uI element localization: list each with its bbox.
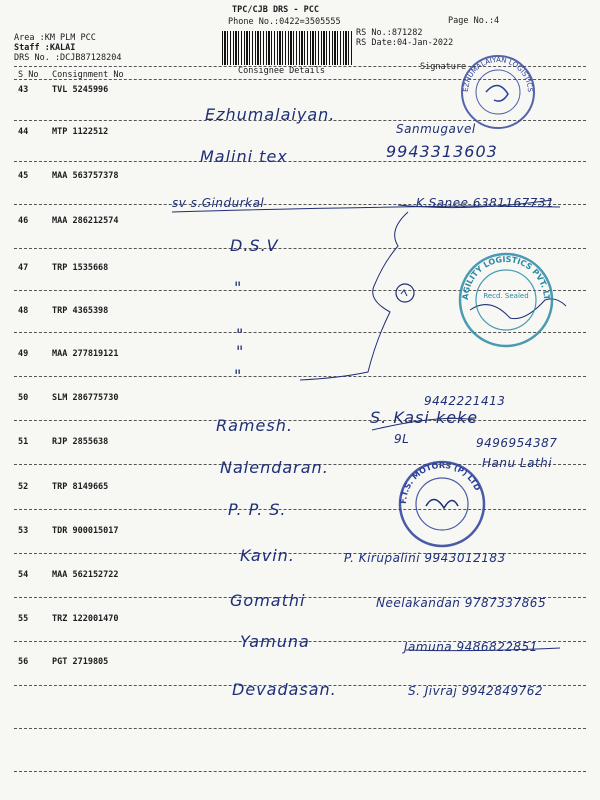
column-consignment: Consignment No — [52, 70, 124, 80]
stamp-ezhumalaiyan — [458, 52, 538, 132]
row-consignment: MTP 1122512 — [52, 127, 109, 137]
handwritten-signature: Jamuna 9486822851 — [404, 640, 538, 654]
handwritten-consignee: Ramesh. — [216, 416, 293, 435]
handwritten-consignee: sv s.Gindurkal — [172, 196, 265, 210]
handwritten-signature: K.Sanee 6381167731 — [416, 196, 555, 210]
rs-date: RS Date:04-Jan-2022 — [356, 38, 454, 48]
row-consignment: TRP 4365398 — [52, 306, 109, 316]
handwritten-ditto: " — [236, 342, 245, 361]
column-signature: Signature — [420, 62, 467, 72]
handwritten-signature: P. Kirupalini 9943012183 — [344, 551, 506, 565]
stamp-text: AGILITY LOGISTICS PVT. LTD. — [452, 243, 552, 301]
handwritten-consignee: Kavin. — [240, 546, 295, 565]
handwritten-signature: Hanu Lathi — [482, 456, 553, 470]
row-consignment: TRP 1535668 — [52, 263, 109, 273]
row-sno: 55 — [18, 614, 29, 624]
row-sno: 49 — [18, 349, 29, 359]
column-consignee: Consignee Details — [238, 66, 325, 76]
handwritten-consignee: P. P. S. — [228, 500, 287, 519]
column-sno: S No — [18, 70, 39, 80]
handwritten-consignee: Malini tex — [200, 147, 288, 166]
row-consignment: RJP 2855638 — [52, 437, 109, 447]
row-consignment: MAA 563757378 — [52, 171, 119, 181]
handwritten-consignee: Ezhumalaiyan. — [205, 105, 336, 124]
document-title: TPC/CJB DRS - PCC — [232, 5, 319, 15]
row-sno: 46 — [18, 216, 29, 226]
row-consignment: PGT 2719805 — [52, 657, 109, 667]
handwritten-consignee: Nalendaran. — [220, 458, 329, 477]
row-sno: 51 — [18, 437, 29, 447]
handwritten-signature: S. Kasi keke — [370, 408, 479, 427]
phone-number: Phone No.:0422=3505555 — [228, 17, 341, 27]
row-consignment: TVL 5245996 — [52, 85, 109, 95]
row-sno: 48 — [18, 306, 29, 316]
stamp-text: EZHUMALAIYAN LOGISTICS — [461, 55, 535, 93]
area-field: Area :KM PLM PCC — [14, 33, 96, 43]
rs-number: RS No.:871282 — [356, 28, 423, 38]
page-number: Page No.:4 — [448, 16, 500, 26]
circle-mark — [392, 280, 422, 310]
handwritten-phone: 9442221413 — [424, 394, 506, 408]
handwritten-ditto: " — [234, 366, 243, 385]
row-consignment: TDR 900015017 — [52, 526, 119, 536]
handwritten-signature: S. Jivraj 9942849762 — [408, 684, 544, 698]
row-consignment: MAA 277819121 — [52, 349, 119, 359]
row-sno: 54 — [18, 570, 29, 580]
handwritten-ditto: " — [234, 278, 243, 297]
handwritten-consignee: D.S.V — [230, 236, 279, 255]
handwritten-signature: Sanmugavel — [396, 122, 476, 136]
stamp-inner-text: Recd. Sealed — [483, 292, 529, 300]
handwritten-phone: 9496954387 — [476, 436, 558, 450]
handwritten-note: 9L — [394, 432, 410, 446]
row-consignment: SLM 286775730 — [52, 393, 119, 403]
handwritten-signature: Neelakandan 9787337865 — [376, 596, 547, 610]
row-sno: 52 — [18, 482, 29, 492]
row-sno: 44 — [18, 127, 29, 137]
row-consignment: TRZ 122001470 — [52, 614, 119, 624]
row-sno: 45 — [18, 171, 29, 181]
stamp-fts-motors — [396, 458, 488, 550]
handwritten-consignee: Gomathi — [230, 591, 306, 610]
staff-field: Staff :KALAI — [14, 43, 76, 53]
stamp-text: F.T.S. MOTORS (P) LTD — [398, 460, 483, 505]
row-sno: 43 — [18, 85, 29, 95]
row-sno: 56 — [18, 657, 29, 667]
stamp-agility-logistics — [452, 243, 556, 350]
drs-number: DRS No. :DCJB87128204 — [14, 53, 122, 63]
row-sno: 47 — [18, 263, 29, 273]
handwritten-ditto: " — [236, 325, 245, 344]
row-sno: 50 — [18, 393, 29, 403]
row-consignment: MAA 286212574 — [52, 216, 119, 226]
handwritten-phone: 9943313603 — [386, 142, 498, 161]
handwritten-consignee: Devadasan. — [232, 680, 337, 699]
handwritten-consignee: Yamuna — [240, 632, 310, 651]
row-consignment: MAA 562152722 — [52, 570, 119, 580]
row-consignment: TRP 8149665 — [52, 482, 109, 492]
row-sno: 53 — [18, 526, 29, 536]
